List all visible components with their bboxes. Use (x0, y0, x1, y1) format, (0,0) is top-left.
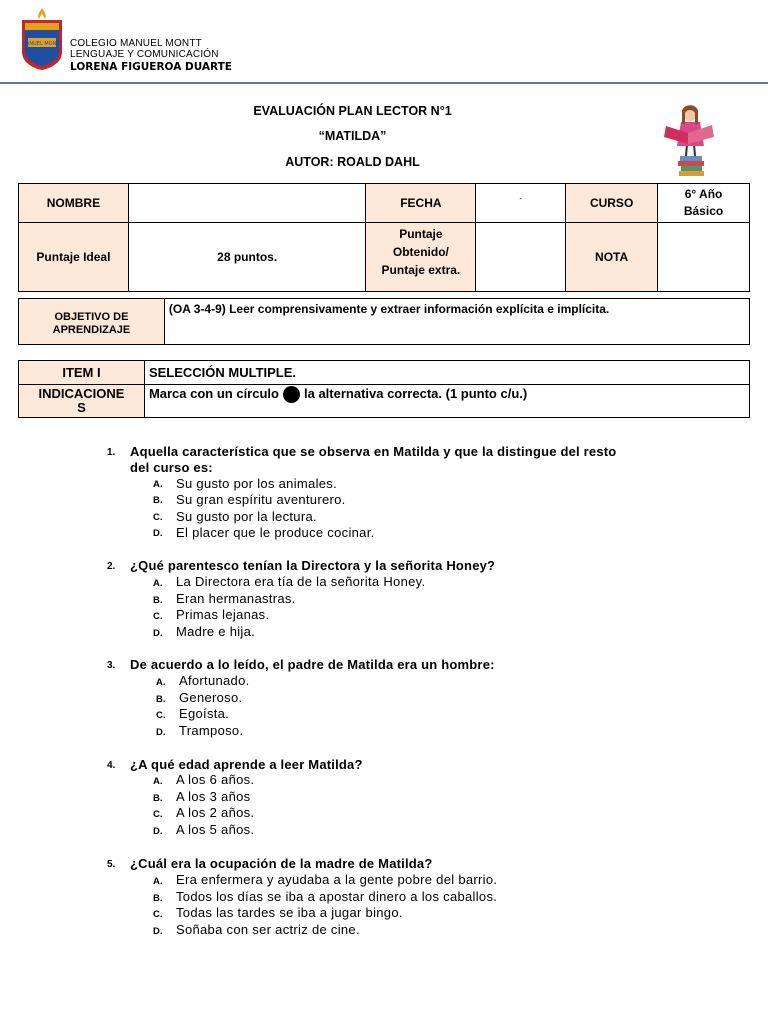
question-text: ¿Qué parentesco tenían la Directora y la señorita Honey? (130, 558, 496, 573)
option-letter: A. (153, 776, 163, 787)
option-letter: A. (156, 677, 166, 688)
puntaje-ideal-value: 28 puntos. (128, 223, 366, 292)
objective-label-line-1: OBJETIVO DE (54, 310, 129, 323)
instructions-text-pre: Marca con un círculo (148, 386, 279, 401)
option-text[interactable]: A los 6 años. (176, 772, 255, 787)
option-text[interactable]: Egoísta. (179, 706, 230, 721)
question-number: 4. (107, 760, 116, 771)
evaluation-title: EVALUACIÓN PLAN LECTOR N°1 (253, 104, 452, 118)
nota-field[interactable] (658, 223, 750, 292)
option-text[interactable]: Madre e hija. (176, 624, 256, 639)
instructions-label-line-2: S (77, 400, 86, 415)
option-text[interactable]: A los 2 años. (176, 805, 255, 820)
option-text[interactable]: Su gusto por la lectura. (176, 509, 317, 524)
option-text[interactable]: Todos los días se iba a apostar dinero a los caballos. (176, 889, 498, 904)
option-text[interactable]: Su gusto por los animales. (176, 476, 337, 491)
question-number: 5. (107, 859, 116, 870)
option-letter: D. (153, 826, 163, 837)
option-letter: B. (153, 595, 163, 606)
circle-icon (283, 386, 300, 403)
option-text[interactable]: Todas las tardes se iba a jugar bingo. (176, 905, 403, 920)
item-label: ITEM I (19, 361, 145, 385)
puntaje-ideal-label: Puntaje Ideal (19, 223, 129, 292)
matilda-reading-illustration (660, 100, 720, 178)
option-letter: B. (153, 793, 163, 804)
objective-text: (OA 3-4-9) Leer comprensivamente y extraer información explícita e implícita. (164, 299, 749, 345)
instructions-label (19, 385, 145, 418)
option-letter: C. (153, 512, 163, 523)
puntaje-obtenido-field[interactable] (476, 223, 566, 292)
nombre-label: NOMBRE (19, 184, 129, 223)
puntaje-obtenido-line-3: Puntaje extra. (381, 263, 461, 277)
nota-label: NOTA (566, 223, 658, 292)
instructions-label-line-1: INDICACIONE (38, 386, 125, 401)
puntaje-obtenido-line-1: Puntaje (399, 227, 443, 241)
question-text-continued: del curso es: (130, 460, 213, 475)
question-text: ¿Cuál era la ocupación de la madre de Matilda? (130, 856, 433, 871)
fecha-field[interactable]: - (476, 184, 566, 223)
option-text[interactable]: La Directora era tía de la señorita Honey. (176, 574, 426, 589)
option-letter: A. (153, 578, 163, 589)
header-divider (0, 82, 768, 84)
objective-table (18, 298, 750, 345)
question-number: 1. (107, 447, 116, 458)
curso-field (658, 184, 750, 223)
option-letter: C. (153, 611, 163, 622)
nombre-field[interactable] (128, 184, 366, 223)
objective-label-line-2: APRENDIZAJE (52, 323, 131, 336)
curso-value-line-1: 6° Año (684, 187, 723, 201)
option-text[interactable]: Tramposo. (179, 723, 244, 738)
option-letter: C. (153, 909, 163, 920)
option-letter: D. (153, 628, 163, 639)
question-text: Aquella característica que se observa en Matilda y que la distingue del resto (130, 444, 617, 459)
instructions-text-post: la alternativa correcta. (1 punto c/u.) (303, 386, 528, 401)
option-letter: D. (156, 727, 166, 738)
option-letter: B. (153, 893, 163, 904)
option-letter: A. (153, 876, 163, 887)
option-letter: B. (156, 694, 166, 705)
book-title: “MATILDA” (318, 129, 387, 143)
instructions-text (144, 385, 749, 418)
option-text[interactable]: Primas lejanas. (176, 607, 270, 622)
department-name: LENGUAJE Y COMUNICACIÓN (70, 49, 219, 60)
puntaje-obtenido-line-2: Obtenido/ (392, 245, 449, 259)
curso-value-line-2: Básico (683, 204, 724, 218)
item-title: SELECCIÓN MULTIPLE. (144, 361, 749, 385)
student-info-table (18, 183, 750, 292)
item-section-table (18, 360, 750, 418)
curso-label: CURSO (566, 184, 658, 223)
option-text[interactable]: A los 3 años (176, 789, 251, 804)
option-letter: D. (153, 926, 163, 937)
option-text[interactable]: Generoso. (179, 690, 243, 705)
option-text[interactable]: El placer que le produce cocinar. (176, 525, 375, 540)
question-number: 3. (107, 660, 116, 671)
option-letter: C. (156, 710, 166, 721)
objective-label (19, 299, 165, 345)
option-letter: C. (153, 809, 163, 820)
author-line: AUTOR: ROALD DAHL (285, 155, 420, 169)
question-text: ¿A qué edad aprende a leer Matilda? (130, 757, 363, 772)
option-letter: D. (153, 528, 163, 539)
option-text[interactable]: Afortunado. (179, 673, 250, 688)
svg-text:MANUEL MONTT: MANUEL MONTT (21, 41, 63, 47)
fecha-label: FECHA (366, 184, 476, 223)
option-text[interactable]: A los 5 años. (176, 822, 255, 837)
question-text: De acuerdo a lo leído, el padre de Matilda era un hombre: (130, 657, 495, 672)
option-letter: A. (153, 479, 163, 490)
option-text[interactable]: Era enfermera y ayudaba a la gente pobre del barrio. (176, 872, 498, 887)
option-text[interactable]: Eran hermanastras. (176, 591, 296, 606)
option-letter: B. (153, 495, 163, 506)
school-crest-logo (20, 8, 64, 70)
question-number: 2. (107, 561, 116, 572)
teacher-name: LORENA FIGUEROA DUARTE (70, 61, 232, 73)
option-text[interactable]: Soñaba con ser actriz de cine. (176, 922, 360, 937)
school-name: COLEGIO MANUEL MONTT (70, 38, 202, 49)
puntaje-obtenido-label (366, 223, 476, 292)
option-text[interactable]: Su gran espíritu aventurero. (176, 492, 346, 507)
